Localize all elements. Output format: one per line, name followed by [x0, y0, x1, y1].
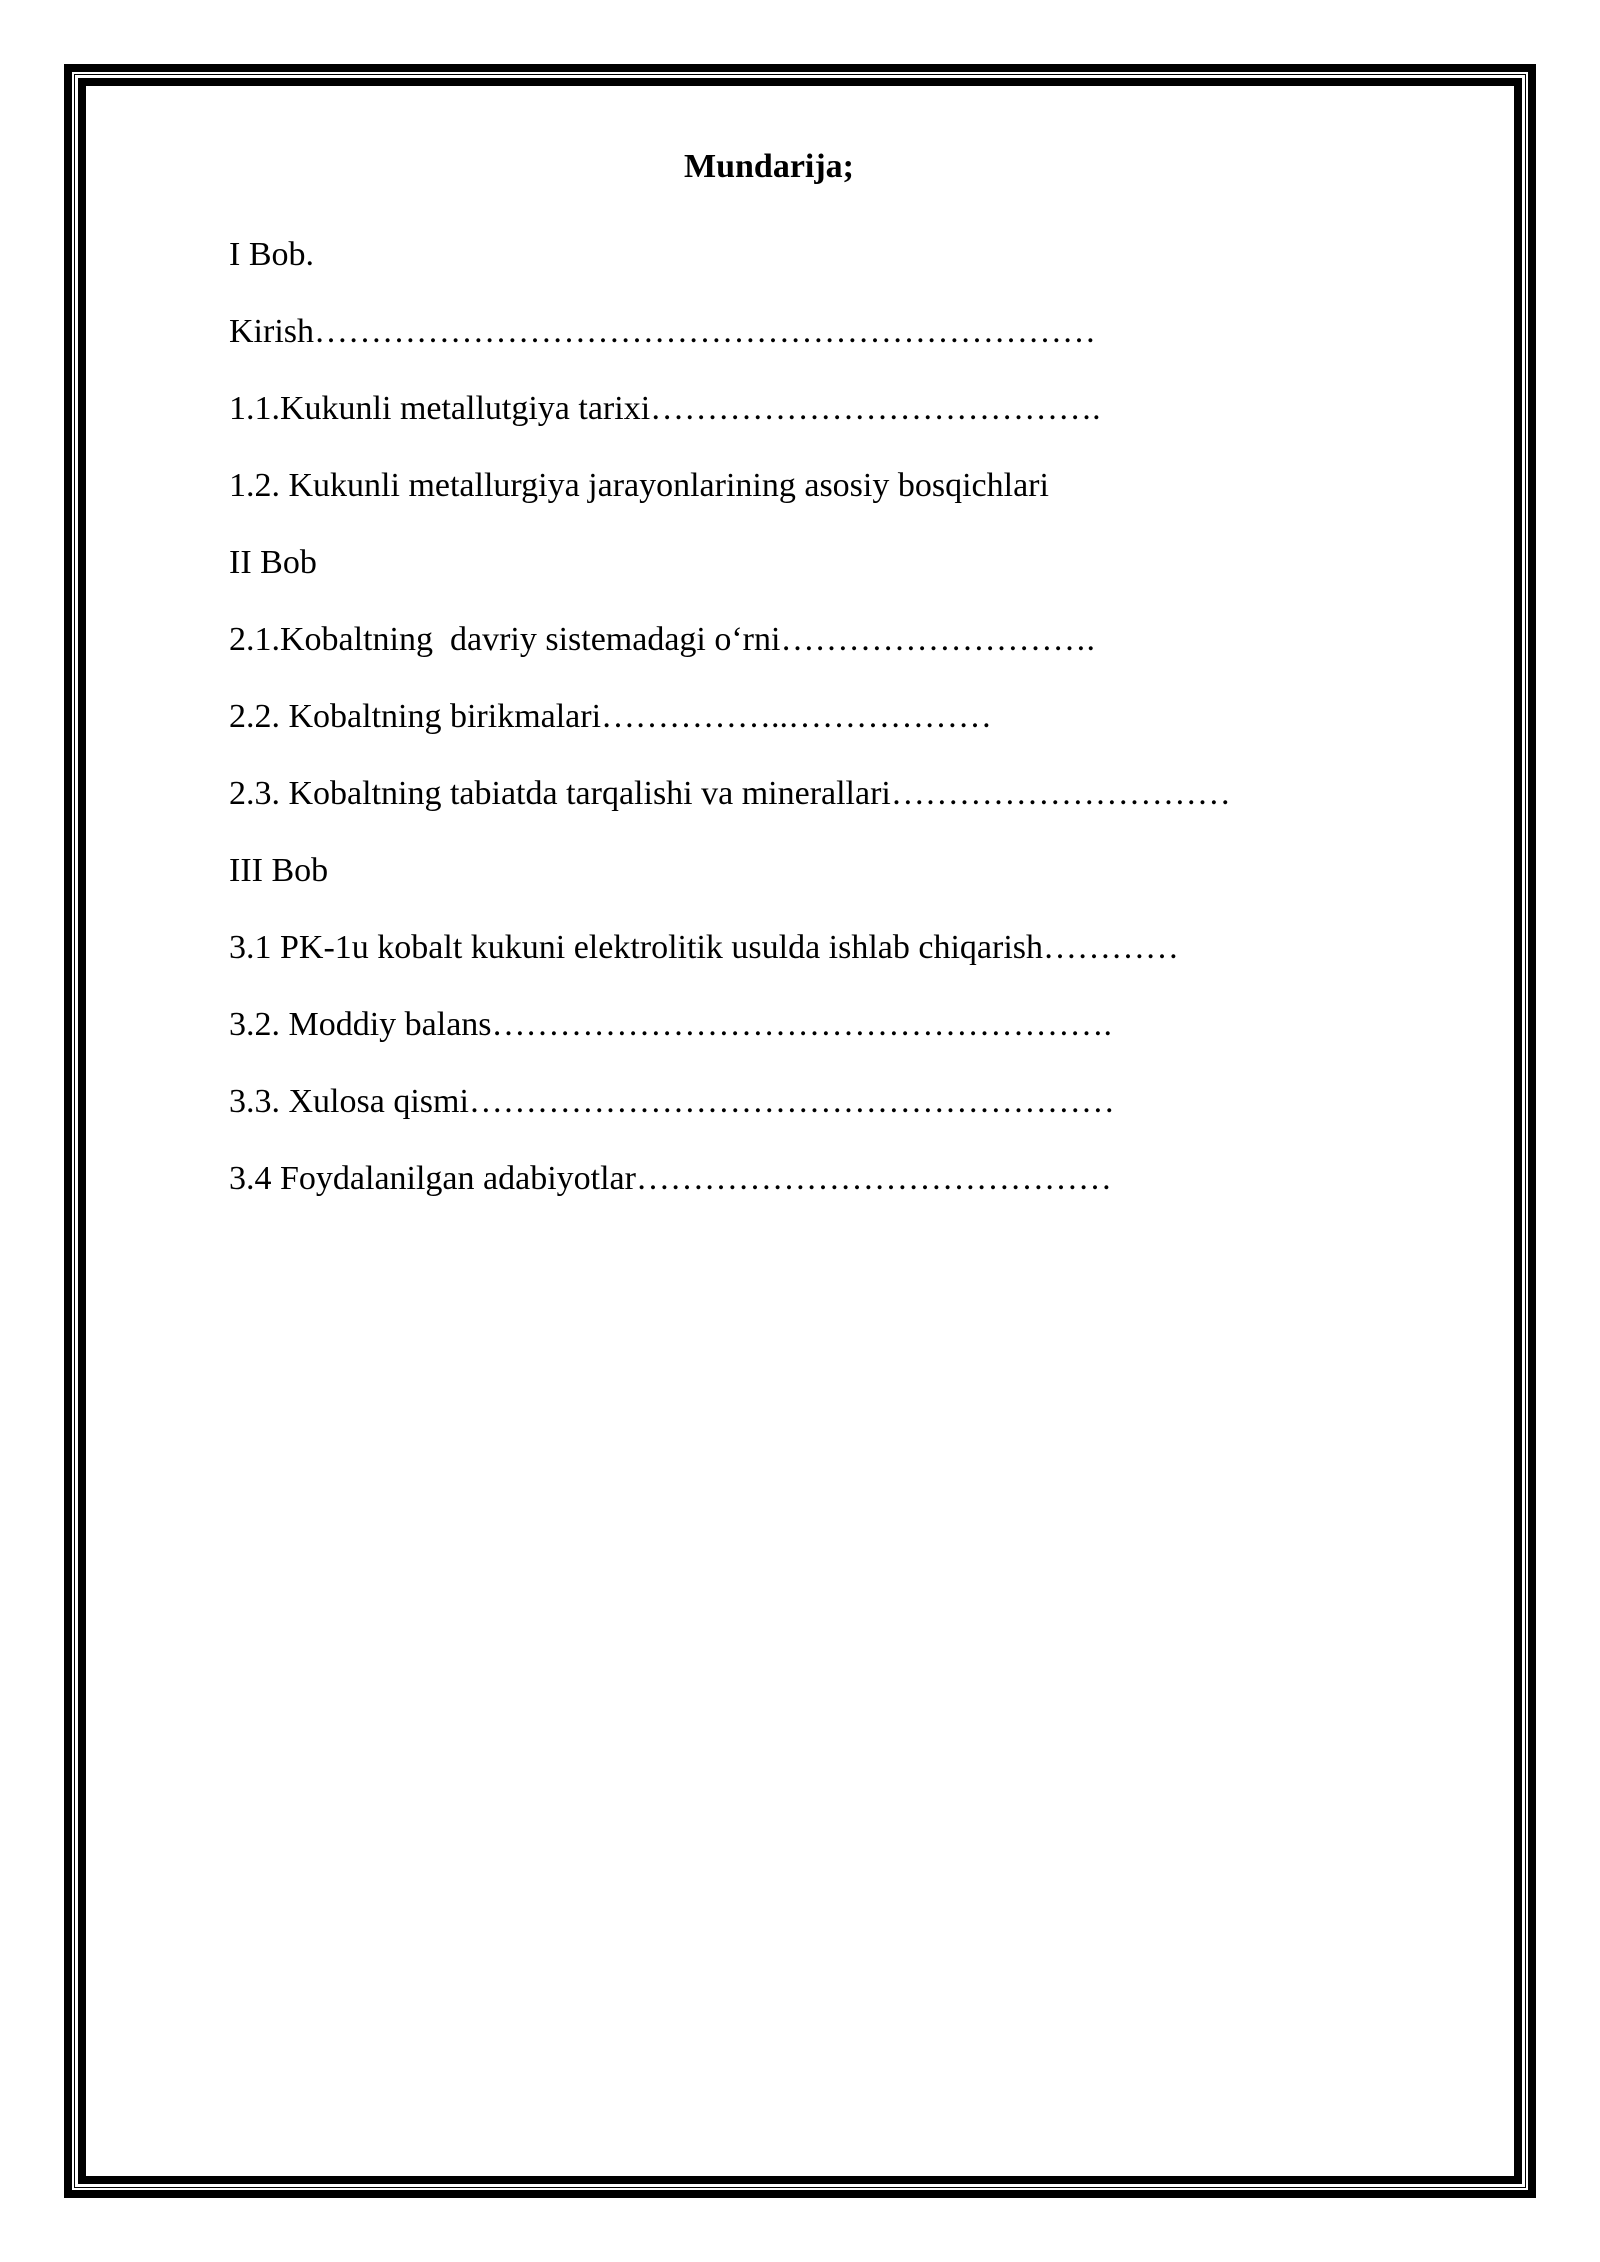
toc-item-2-2: 2.2. Kobaltning birikmalari……………..………………	[229, 698, 993, 735]
toc-item-3-1: 3.1 PK-1u kobalt kukuni elektrolitik usulda ishlab chiqarish…………	[229, 929, 1180, 966]
toc-item-1-2: 1.2. Kukunli metallurgiya jarayonlarining asosiy bosqichlari	[229, 467, 1049, 504]
toc-item-2-3: 2.3. Kobaltning tabiatda tarqalishi va minerallari…………………………	[229, 775, 1231, 812]
toc-item-3-4: 3.4 Foydalanilgan adabiyotlar……………………………………	[229, 1160, 1112, 1197]
toc-chapter-3: III Bob	[229, 852, 329, 889]
toc-chapter-2: II Bob	[229, 544, 317, 581]
toc-item-1-1: 1.1.Kukunli metallutgiya tarixi………………………………….	[229, 390, 1101, 427]
toc-item-introduction: Kirish……………………………………………………………	[229, 313, 1096, 350]
toc-chapter-1: I Bob.	[229, 236, 314, 273]
toc-item-3-3: 3.3. Xulosa qismi…………………………………………………	[229, 1083, 1115, 1120]
toc-title: Mundarija;	[684, 148, 854, 185]
toc-item-2-1: 2.1.Kobaltning davriy sistemadagi o‘rni……………………….	[229, 621, 1095, 658]
toc-item-3-2: 3.2. Moddiy balans……………………………………………….	[229, 1006, 1113, 1043]
